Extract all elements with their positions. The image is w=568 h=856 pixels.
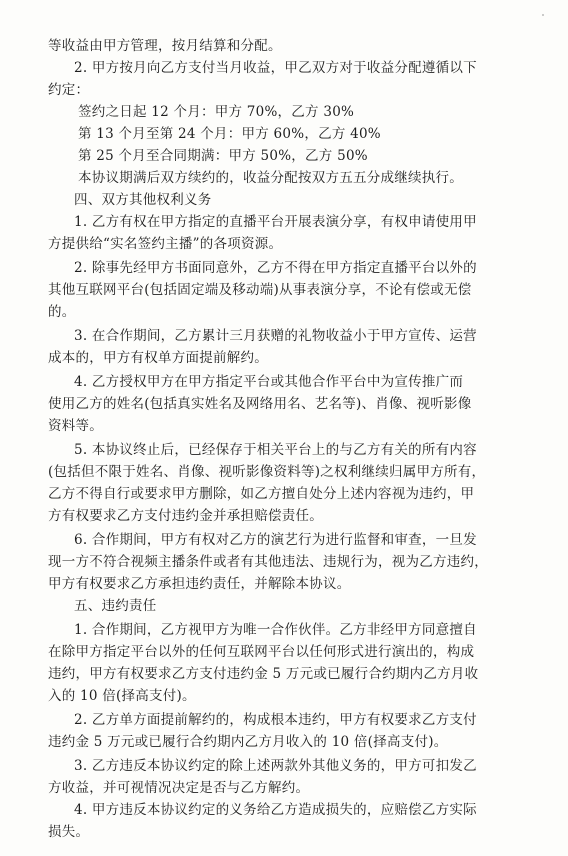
text-line: 2. 除事先经甲方书面同意外，乙方不得在甲方指定直播平台以外的	[74, 260, 477, 276]
text-line: 5. 本协议终止后，已经保存于相关平台上的与乙方有关的所有内容	[74, 442, 477, 458]
tier-line: 第 13 个月至第 24 个月：甲方 60%，乙方 40%	[78, 126, 381, 142]
text-line: 违约金 5 万元或已履行合约期内乙方月收入的 10 倍(择高支付)。	[48, 734, 448, 750]
section-heading: 四、双方其他权利义务	[74, 192, 212, 208]
text-line: 1. 合作期间，乙方视甲方为唯一合作伙伴。乙方非经甲方同意擅自	[74, 622, 477, 638]
text-line: 1. 乙方有权在甲方指定的直播平台开展表演分享，有权申请使用甲	[74, 214, 477, 230]
text-line: 3. 乙方违反本协议约定的除上述两款外其他义务的，甲方可扣发乙	[74, 758, 477, 774]
text-line: 乙方不得自行或要求甲方删除，如乙方擅自处分上述内容视为违约，甲	[48, 486, 475, 502]
text-line: 甲方有权要求乙方承担违约责任，并解除本协议。	[48, 576, 351, 592]
tier-line: 第 25 个月至合同期满：甲方 50%，乙方 50%	[78, 148, 368, 164]
tier-line: 签约之日起 12 个月：甲方 70%，乙方 30%	[78, 104, 355, 120]
text-line: 本协议期满后双方续约的，收益分配按双方五五分成继续执行。	[78, 170, 463, 186]
text-line: 3. 在合作期间，乙方累计三月获赠的礼物收益小于甲方宣传、运营	[74, 328, 477, 344]
text-line: 6. 合作期间，甲方有权对乙方的演艺行为进行监督和审查，一旦发	[74, 532, 477, 548]
text-line: 使用乙方的姓名(包括真实姓名及网络用名、艺名等)、肖像、视听影像	[48, 396, 472, 412]
text-line: 方有权要求乙方支付违约金并承担赔偿责任。	[48, 508, 323, 524]
text-line: 4. 甲方违反本协议约定的义务给乙方造成损失的，应赔偿乙方实际	[74, 802, 477, 818]
text-line: 入的 10 倍(择高支付)。	[48, 688, 196, 704]
scan-speck	[542, 14, 544, 16]
text-line: 2. 甲方按月向乙方支付当月收益，甲乙双方对于收益分配遵循以下	[74, 60, 477, 76]
text-line: (包括但不限于姓名、肖像、视听影像资料等)之权利继续归属甲方所有，	[48, 464, 486, 480]
text-line: 违约，甲方有权要求乙方支付违约金 5 万元或已履行合约期内乙方月收	[48, 666, 479, 682]
text-line: 等收益由甲方管理，按月结算和分配。	[48, 38, 282, 54]
text-line: 现一方不符合视频主播条件或者有其他违法、违规行为，视为乙方违约，	[48, 554, 488, 570]
section-heading: 五、违约责任	[74, 598, 157, 614]
text-line: 约定：	[48, 82, 90, 98]
text-line: 损失。	[48, 824, 90, 840]
text-line: 4. 乙方授权甲方在甲方指定平台或其他合作平台中为宣传推广而	[74, 374, 464, 390]
text-line: 在除甲方指定平台以外的任何互联网平台以任何形式进行演出的，构成	[48, 644, 475, 660]
text-line: 资料等。	[48, 418, 103, 434]
text-line: 方提供给“实名签约主播”的各项资源。	[48, 236, 283, 252]
text-line: 2. 乙方单方面提前解约的，构成根本违约，甲方有权要求乙方支付	[74, 712, 477, 728]
text-line: 的。	[48, 304, 76, 320]
text-line: 其他互联网平台(包括固定端及移动端)从事表演分享，不论有偿或无偿	[48, 282, 472, 298]
text-line: 成本的，甲方有权单方面提前解约。	[48, 350, 268, 366]
text-line: 方收益，并可视情况决定是否与乙方解约。	[48, 780, 310, 796]
